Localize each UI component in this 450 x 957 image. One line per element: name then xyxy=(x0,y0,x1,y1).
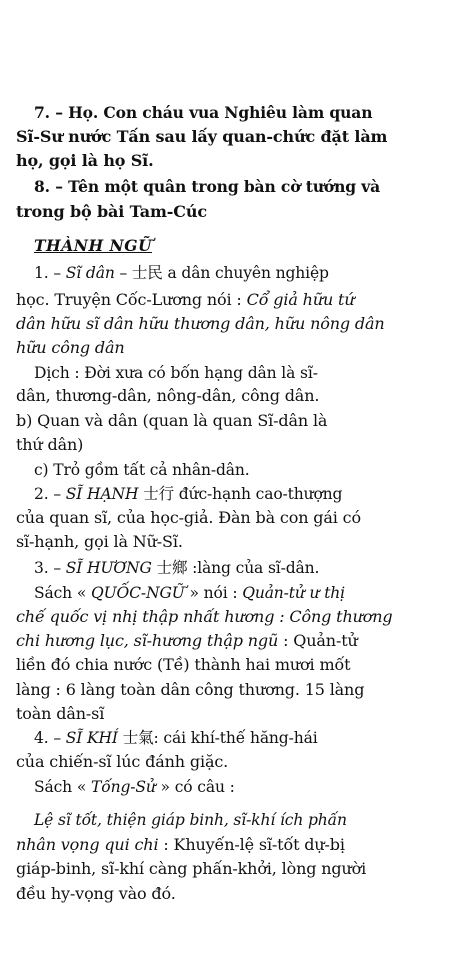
entry-term: SĨ HẠNH xyxy=(65,484,139,503)
entry-1-line-6: dân, thương-dân, nông-dân, công dân. xyxy=(16,386,320,405)
entry-4-line-7: đều hy-vọng vào đó. xyxy=(16,884,176,903)
entry-4-line-3: Sách « Tống-Sử » có câu : xyxy=(34,777,235,796)
note-7-line-2: Sĩ-Sư nước Tấn sau lấy quan-chức đặt làm xyxy=(16,127,388,146)
entry-3-line-1: 3. – SĨ HƯƠNG 士鄉 :làng của sĩ-dân. xyxy=(34,558,320,577)
entry-1-line-7: b) Quan và dân (quan là quan Sĩ-dân là xyxy=(16,411,328,430)
section-title: THÀNH NGỮ xyxy=(34,236,153,255)
note-7-line-3: họ, gọi là họ Sĩ. xyxy=(16,151,154,170)
entry-3-line-6: làng : 6 làng toàn dân công thương. 15 làng xyxy=(16,680,365,699)
entry-1-line-5: Dịch : Đời xưa có bốn hạng dân là sĩ- xyxy=(34,363,318,382)
entry-4-line-4: Lệ sĩ tốt, thiện giáp binh, sĩ-khí ích phấn xyxy=(34,810,347,829)
entry-3-line-3: chế quốc vị nhị thập nhất hương : Công thương xyxy=(16,607,393,626)
entry-4-line-1: 4. – SĨ KHÍ 士氣: cái khí-thế hăng-hái xyxy=(34,728,318,747)
note-8-line-2: trong bộ bài Tam-Cúc xyxy=(16,202,207,221)
entry-term: SĨ KHÍ xyxy=(65,728,118,747)
entry-4-line-2: của chiến-sĩ lúc đánh giặc. xyxy=(16,752,229,771)
entry-1-line-1: 1. – Sĩ dân – 士民 a dân chuyên nghiệp xyxy=(34,263,329,282)
entry-3-line-5: liền đó chia nước (Tề) thành hai mươi mốt xyxy=(16,655,351,674)
entry-2-line-1: 2. – SĨ HẠNH 士行 đức-hạnh cao-thượng xyxy=(34,484,343,503)
entry-1-line-9: c) Trỏ gồm tất cả nhân-dân. xyxy=(34,460,250,479)
entry-1-line-2: học. Truyện Cốc-Lương nói : Cổ giả hữu tứ xyxy=(16,290,355,309)
entry-term: Sĩ dân xyxy=(65,263,115,282)
entry-1-line-8: thứ dân) xyxy=(16,435,84,454)
entry-3-line-2: Sách « QUỐC-NGỮ » nói : Quản-tử ư thị xyxy=(34,583,345,602)
entry-4-line-5: nhân vọng qui chi : Khuyến-lệ sĩ-tốt dự-bị xyxy=(16,835,345,854)
entry-1-line-4: hữu công dân xyxy=(16,338,125,357)
entry-term: SĨ HƯƠNG xyxy=(65,558,152,577)
entry-4-line-6: giáp-binh, sĩ-khí càng phấn-khởi, lòng người xyxy=(16,859,367,878)
note-7-line-1: 7. – Họ. Con cháu vua Nghiêu làm quan xyxy=(34,103,373,122)
note-8-line-1: 8. – Tên một quân trong bàn cờ tướng và xyxy=(34,177,381,196)
entry-2-line-2: của quan sĩ, của học-giả. Đàn bà con gái có xyxy=(16,508,361,527)
entry-1-line-3: dân hữu sĩ dân hữu thương dân, hữu nông dân xyxy=(16,314,385,333)
entry-3-line-4: chi hương lục, sĩ-hương thập ngũ : Quản-tử xyxy=(16,631,358,650)
entry-2-line-3: sĩ-hạnh, gọi là Nữ-Sĩ. xyxy=(16,532,183,551)
entry-3-line-7: toàn dân-sĩ xyxy=(16,704,105,723)
